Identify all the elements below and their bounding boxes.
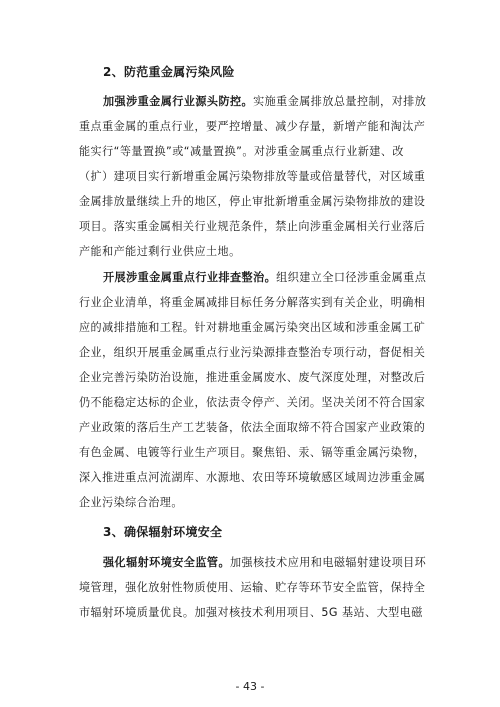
paragraph-line: 企业污染综合治理。 xyxy=(79,496,183,509)
paragraph-line: 能实行“等量置换”或“减量置换”。对涉重金属重点行业新建、改 xyxy=(79,145,404,158)
paragraph-line: 企业完善污染防治设施，推进重金属废水、废气深度处理，对整改后 xyxy=(79,371,426,384)
page-number: - 43 - xyxy=(235,680,265,693)
paragraph-line: 金属排放量继续上升的地区，停止审批新增重金属污染物排放的建设 xyxy=(79,195,426,208)
paragraph-line: 企业，组织开展重金属重点行业污染源排查整治专项行动，督促相关 xyxy=(79,346,426,359)
paragraph-line: 项目。落实重金属相关行业规范条件，禁止向涉重金属相关行业落后 xyxy=(79,220,426,233)
paragraph-line: （扩）建项目实行新增重金属污染物排放等量或倍量替代，对区域重 xyxy=(79,170,426,183)
paragraph-line: 市辐射环境质量优良。加强对核技术利用项目、5G 基站、大型电磁 xyxy=(79,606,423,619)
paragraph-line: 强化辐射环境安全监管。加强核技术应用和电磁辐射建设项目环 xyxy=(103,556,427,569)
paragraph-line: 仍不能稳定达标的企业，依法责令停产、关闭。坚决关闭不符合国家 xyxy=(79,396,426,409)
paragraph-line: 产业政策的落后生产工艺装备，依法全面取缔不符合国家产业政策的 xyxy=(79,421,426,434)
paragraph-line: 深入推进重点河流湖库、水源地、农田等环境敏感区域周边涉重金属 xyxy=(79,471,426,484)
paragraph-line: 重点重金属的重点行业，要严控增量、减少存量，新增产能和淘汰产 xyxy=(79,120,426,133)
paragraph-line: 行业企业清单，将重金属减排目标任务分解落实到有关企业，明确相 xyxy=(79,296,426,309)
paragraph-lead: 加强涉重金属行业源头防控。 xyxy=(103,95,254,108)
paragraph-lead: 强化辐射环境安全监管。 xyxy=(103,556,230,569)
paragraph-line: 加强涉重金属行业源头防控。实施重金属排放总量控制，对排放 xyxy=(103,95,427,108)
paragraph-lead: 开展涉重金属重点行业排查整治。 xyxy=(103,271,277,284)
paragraph-line: 开展涉重金属重点行业排查整治。组织建立全口径涉重金属重点 xyxy=(103,271,427,284)
section-2-heading: 2、防范重金属污染风险 xyxy=(103,65,235,79)
paragraph-line: 有色金属、电镀等行业生产项目。聚焦铅、汞、镉等重金属污染物， xyxy=(79,446,426,459)
paragraph-line: 产能和产能过剩行业供应土地。 xyxy=(79,245,241,258)
paragraph-line: 境管理，强化放射性物质使用、运输、贮存等环节安全监管，保持全 xyxy=(79,581,426,594)
section-3-heading: 3、确保辐射环境安全 xyxy=(103,525,223,539)
paragraph-line: 应的减排措施和工程。针对耕地重金属污染突出区域和涉重金属工矿 xyxy=(79,321,426,334)
